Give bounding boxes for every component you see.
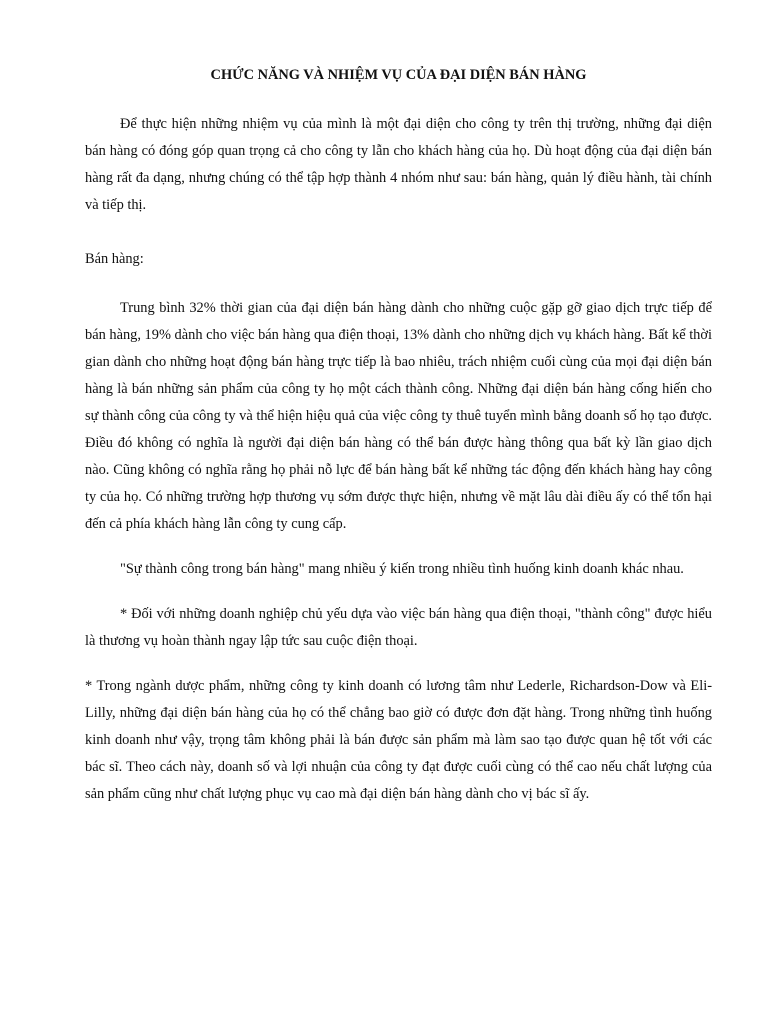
spacer (85, 655, 712, 673)
spacer (85, 538, 712, 556)
spacer (85, 583, 712, 601)
paragraph-success-definition: "Sự thành công trong bán hàng" mang nhiều ý kiến trong nhiều tình huống kinh doanh khác nhau. (120, 561, 684, 577)
spacer (85, 219, 712, 246)
document-title: CHỨC NĂNG VÀ NHIỆM VỤ CỦA ĐẠI DIỆN BÁN HÀNG (210, 67, 587, 83)
paragraph-pharma: * Trong ngành dược phẩm, những công ty kinh doanh có lương tâm như Lederle, Richardson-Dow và Eli-Lilly, những đại diện bán hàng của họ có thể chẳng bao giờ có được đơn đặt hàng. Trong những tình huống kinh doanh như vậy, trọng tâm không phải là bán được sản phẩm mà làm sao tạo được quan hệ tốt với các bác sĩ. Theo cách này, doanh số và lợi nhuận của công ty đạt được cuối cùng có thể cao nếu chất lượng của sản phẩm cũng như chất lượng phục vụ cao mà đại diện bán hàng dành cho vị bác sĩ ấy. (85, 678, 712, 802)
paragraph-time-allocation: Trung bình 32% thời gian của đại diện bán hàng dành cho những cuộc gặp gỡ giao dịch trực tiếp để bán hàng, 19% dành cho việc bán hàng qua điện thoại, 13% dành cho những dịch vụ khách hàng. Bất kể thời gian dành cho những hoạt động bán hàng trực tiếp là bao nhiêu, trách nhiệm cuối cùng của mọi đại diện bán hàng là bán những sản phẩm của công ty họ một cách thành công. Những đại diện bán hàng cống hiến cho sự thành công của công ty và thể hiện hiệu quả của việc công ty thuê tuyển mình bằng doanh số họ tạo được. Điều đó không có nghĩa là người đại diện bán hàng có thể bán được hàng thông qua bất kỳ lần giao dịch nào. Cũng không có nghĩa rằng họ phải nỗ lực để bán hàng bất kể những tác động đến khách hàng hay công ty của họ. Có những trường hợp thương vụ sớm được thực hiện, nhưng về mặt lâu dài điều ấy có thể tổn hại đến cả phía khách hàng lẫn công ty cung cấp. (85, 300, 712, 532)
document-body (85, 63, 712, 808)
section-heading: Bán hàng: (85, 251, 144, 267)
paragraph-phone-sales: * Đối với những doanh nghiệp chủ yếu dựa vào việc bán hàng qua điện thoại, "thành công" được hiểu là thương vụ hoàn thành ngay lập tức sau cuộc điện thoại. (85, 606, 712, 649)
intro-paragraph: Để thực hiện những nhiệm vụ của mình là một đại diện cho công ty trên thị trường, những đại diện bán hàng có đóng góp quan trọng cả cho công ty lẫn cho khách hàng của họ. Dù hoạt động của đại diện bán hàng rất đa dạng, nhưng chúng có thể tập hợp thành 4 nhóm như sau: bán hàng, quản lý điều hành, tài chính và tiếp thị. (85, 116, 712, 213)
spacer (85, 273, 712, 295)
